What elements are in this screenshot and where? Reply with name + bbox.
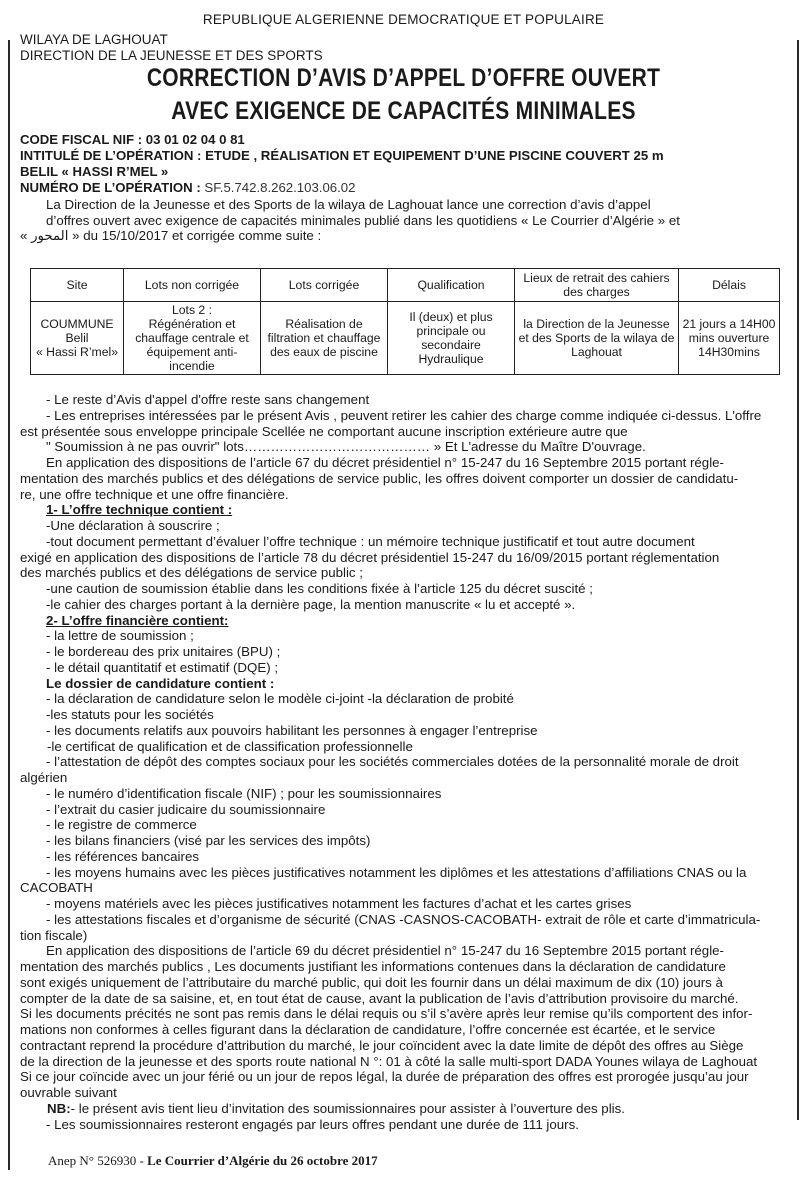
wilaya-header: WILAYA DE LAGHOUAT — [20, 32, 168, 47]
body-line: - le registre de commerce — [46, 817, 197, 833]
intro-paragraph — [20, 197, 790, 245]
body-line: -une caution de soumission établie dans les conditions fixée à l’article 125 du décret suscité ; — [46, 581, 593, 596]
body-line: En application des dispositions de l’article 69 du décret présidentiel n° 15-247 du 16 Septembre 2015 portant régle- — [46, 943, 724, 959]
cell-delais: 21 jours a 14H00 mins ouverture 14H30mins — [679, 302, 780, 375]
body-line: Si les documents précités ne sont pas remis dans le délai requis ou s’il s’avère après leur remise qu’ils comportent des infor- — [20, 1006, 753, 1022]
operation-number-label: NUMÉRO DE L’OPÉRATION : — [20, 180, 201, 195]
body-line: contractant reprend la procédure d’attribution du marché, le jour coïncident avec la date limite de dépôt des offres au Siège — [20, 1037, 744, 1053]
body-line: mentation des marchés publics , Les documents justifiant les informations contenues dans la déclaration de candidature — [20, 959, 726, 974]
body-text — [20, 392, 793, 1132]
body-line: algérien — [20, 770, 68, 785]
body-line: En application des dispositions de l’article 67 du décret présidentiel n° 15-247 du 16 Septembre 2015 portant régle- — [46, 455, 724, 470]
body-line: est présentée sous enveloppe principale Scellée ne comportant aucune inscription extérieure autre que — [20, 423, 628, 439]
anep-number: Anep N° 526930 - — [48, 1153, 144, 1168]
body-line: - Les soumissionnaires resteront engagés par leurs offres pendant une durée de 111 jours. — [46, 1116, 579, 1132]
body-line: - les attestations fiscales et d’organisme de sécurité (CNAS -CASNOS-CACOBATH- extrait de rôle et carte d’immatricula- — [46, 911, 761, 927]
publication-footer — [48, 1153, 378, 1169]
body-line: - les moyens humains avec les pièces justificatives notamment les diplômes et les attestations d’affiliations CNAS ou la — [46, 864, 747, 880]
cell-lots-corrigee: Réalisation de filtration et chauffage des eaux de piscine — [261, 302, 388, 375]
lots-table — [30, 268, 780, 375]
body-line: - Les entreprises intéressées par le présent Avis , peuvent retirer les cahier des charge comme indiquée ci-dessus. L'offre — [46, 407, 762, 423]
body-line: sont exigés uniquement de l’attributaire du marché public, qui doit les fournir dans un délai maximum de dix (10) jours à — [20, 974, 723, 990]
body-line: - moyens matériels avec les pièces justificatives notamment les factures d’achat et les cartes grises — [46, 896, 632, 911]
arabic-newspaper-name: المحور — [31, 229, 69, 244]
body-line: - la lettre de soumission ; — [46, 628, 194, 644]
body-line: CACOBATH — [20, 880, 93, 896]
body-line: -les statuts pour les sociétés — [46, 707, 214, 722]
cell-lots-non-corrigee: Lots 2 : Régénération et chauffage centrale et équipement anti-incendie — [124, 302, 261, 375]
body-line: - le numéro d’identification fiscale (NIF) ; pour les soumissionnaires — [46, 785, 442, 801]
title-line-2: AVEC EXIGENCE DE CAPACITÉS MINIMALES — [171, 97, 636, 125]
section-heading-technical: 1- L’offre technique contient : — [46, 502, 233, 518]
publication-name-date: Le Courrier d’Algérie du 26 octobre 2017 — [147, 1153, 378, 1168]
republic-header: REPUBLIQUE ALGERIENNE DEMOCRATIQUE ET POPULAIRE — [202, 12, 605, 27]
direction-header: DIRECTION DE LA JEUNESSE ET DES SPORTS — [20, 48, 323, 63]
section-heading-financial: 2- L’offre financière contient: — [46, 612, 229, 628]
body-line: re, une offre technique et une offre financière. — [20, 486, 289, 502]
body-line: compter de la date de sa saisine, et, en tout état de cause, avant la publication de l’avis d’attribution provisoire du marché. — [20, 990, 739, 1006]
operation-title-line-2: BELIL « HASSI R’MEL » — [20, 164, 169, 179]
body-line: ouvrable suivant — [20, 1085, 117, 1100]
body-line: Si ce jour coïncide avec un jour férié ou un jour de repos légal, la durée de préparation des offres est prorogée jusqu’au jour — [20, 1069, 749, 1085]
body-line: - le bordereau des prix unitaires (BPU) ; — [46, 644, 281, 659]
body-line: - les références bancaires — [46, 848, 199, 864]
operation-number-value: SF.5.742.8.262.103.06.02 — [204, 180, 356, 195]
body-line: - l’extrait du casier judicaire du soumissionnaire — [46, 801, 326, 817]
body-line: tion fiscale) — [20, 927, 88, 943]
operation-number — [20, 180, 355, 195]
body-line: -Une déclaration à souscrire ; — [46, 518, 220, 533]
body-line: - l’attestation de dépôt des comptes sociaux pour les sociétés commerciales dotées de la personnalité morale de droit — [46, 754, 739, 770]
left-border-rule — [8, 40, 10, 1170]
body-line: mentation des marchés publics et des délégations de service public, les offres doivent comporter un dossier de candidatu- — [20, 470, 739, 486]
body-line: -tout document permettant d’évaluer l’offre technique : un mémoire technique justificatif et tout autre document — [46, 533, 695, 549]
body-line: mations non conformes à celles figurant dans la déclaration de candidature, l’offre concernée est écartée, et le service — [20, 1022, 716, 1037]
body-line: de la direction de la jeunesse et des sports route national N °: 01 à côté la salle multi-sport DADA Younes wilaya de Laghouat — [20, 1053, 758, 1069]
body-line: - les documents relatifs aux pouvoirs habilitant les personnes à engager l’entreprise — [46, 722, 538, 738]
table-header-row — [31, 269, 780, 302]
body-line: des marchés publics et des délégations de service public ; — [20, 565, 363, 581]
col-header-site: Site — [31, 269, 124, 302]
col-header-lieux-retrait: Lieux de retrait des cahiers des charges — [515, 269, 679, 302]
right-border-rule — [797, 40, 799, 1120]
body-line: -le certificat de qualification et de classification professionnelle — [47, 738, 413, 754]
col-header-delais: Délais — [679, 269, 780, 302]
body-line: " Soumission à ne pas ouvrir" lots…………………………………… » Et L'adresse du Maître D'ouvrage. — [46, 439, 646, 455]
nb-label: NB: — [47, 1100, 71, 1116]
col-header-lots-corrigee: Lots corrigée — [261, 269, 388, 302]
body-line: - le détail quantitatif et estimatif (DQE) ; — [46, 659, 279, 675]
col-header-lots-non-corrigee: Lots non corrigée — [124, 269, 261, 302]
body-line: exigé en application des dispositions de l’article 78 du décret présidentiel 15-247 du 16/09/2015 portant réglementation — [20, 549, 720, 565]
col-header-qualification: Qualification — [388, 269, 515, 302]
intro-line-3: « المحور » du 15/10/2017 et corrigée comme suite : — [20, 228, 322, 244]
code-fiscal: CODE FISCAL NIF : 03 01 02 04 0 81 — [20, 132, 245, 147]
cell-lieux-retrait: la Direction de la Jeunesse et des Sports de la wilaya de Laghouat — [515, 302, 679, 375]
body-line: - la déclaration de candidature selon le modèle ci-joint -la déclaration de probité — [46, 691, 514, 707]
table-row — [31, 302, 780, 375]
body-line: - Le reste d’Avis d'appel d'offre reste sans changement — [46, 392, 370, 407]
body-line: - les bilans financiers (visé par les services des impôts) — [46, 833, 371, 848]
section-heading-candidature: Le dossier de candidature contient : — [46, 675, 275, 691]
intro-line-1: La Direction de la Jeunesse et des Sports de la wilaya de Laghouat lance une correction d’avis d’appel — [46, 197, 651, 212]
nb-line: NB:- le présent avis tient lieu d’invitation des soumissionnaires pour assister à l’ouverture des plis. — [47, 1100, 625, 1116]
title-line-1: CORRECTION D’AVIS D’APPEL D’OFFRE OUVERT — [146, 64, 661, 92]
cell-site: COUMMUNE Belil « Hassi R’mel» — [31, 302, 124, 375]
body-line: -le cahier des charges portant à la dernière page, la mention manuscrite « lu et accepté ». — [46, 596, 576, 612]
intro-line-2: d’offres ouvert avec exigence de capacités minimales publié dans les quotidiens « Le Courrier d’Algérie » et — [46, 212, 680, 228]
cell-qualification: Il (deux) et plus principale ou secondaire Hydraulique — [388, 302, 515, 375]
operation-title-line-1: INTITULÉ DE L’OPÉRATION : ETUDE , RÉALISATION ET EQUIPEMENT D’UNE PISCINE COUVERT 25 m — [20, 148, 664, 163]
